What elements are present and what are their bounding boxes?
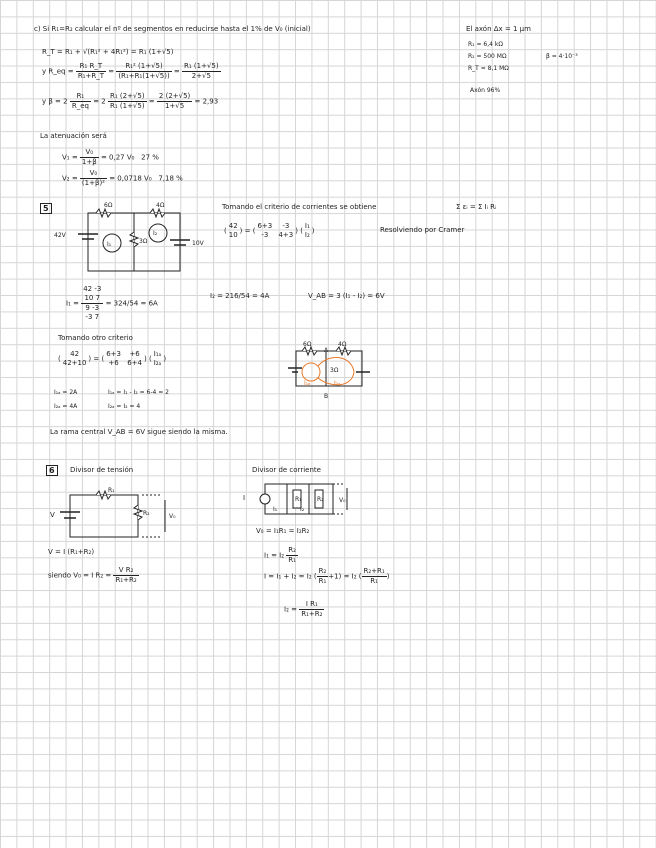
ir2-label: R₂	[317, 496, 324, 503]
c2-node-a: A	[324, 347, 329, 354]
other-criterion-text: Tomando otro criterio	[58, 334, 133, 342]
problem-c-title: c) Si R₁=R₂ calcular el nº de segmentos en reducirse hasta el 1% de V₀ (inicial)	[34, 25, 311, 33]
resistor-r2-icon	[134, 505, 142, 520]
axon-r1: R₁ = 6,4 kΩ	[468, 41, 503, 48]
i2-solution: I₂ = 216/54 = 4A	[210, 292, 270, 300]
iv0-label: V₀	[339, 497, 346, 504]
eq-i4: I₂ = $\frac{\text{I R₁}}{\text{R₁+R₂}}$	[284, 600, 323, 618]
r-left-label: 6Ω	[104, 202, 113, 209]
r2-label: R₂	[143, 510, 150, 517]
loop-i2-icon	[149, 224, 167, 242]
result-1: I₁ₐ = 2A	[54, 389, 78, 396]
vab-solution: V_AB = 3 (I₁ - I₂) = 6V	[308, 292, 385, 300]
matrix-eq-1: ( 42 10 ) = ( 6+3 -3 -3 4+3 ) ( I₁ I₂ )	[224, 222, 315, 239]
result-4: I₂ₐ = I₂ = 4	[108, 403, 141, 410]
eq-v0: siendo V₀ = I R₂ = $\frac{\text{V R₂}}{\text{R₁+R₂}}$	[48, 566, 137, 584]
conclusion-text: La rama central V_AB = 6V sigue siendo la misma.	[50, 428, 228, 436]
axon-r2: R₂ = 500 MΩ	[468, 53, 507, 60]
kirchhoff-eq: Σ εᵢ = Σ Iᵢ Rᵢ	[456, 203, 497, 211]
eq-rt: R_T = R₁ + √(R₁² + 4R₁²) = R₁ (1+√5)	[42, 48, 174, 56]
result-2: I₁ₐ = I₁ - I₂ = 6-4 = 2	[108, 389, 169, 396]
c2-r-mid: 3Ω	[330, 367, 339, 374]
eq-req: y R_eq = $\frac{\text{R₁ R\_T}}{\text{R₁+R\_T}}$ = $\frac{\text{R₁² (1+√5)}}{\text{(R₁+R₁(1+√5))}}$ = $\frac{\text{R₁ (1+√5)}}{2+√5}$	[42, 62, 219, 80]
eq-beta: y β = 2 $\frac{\text{R₁}}{R\_eq}$ = 2 $\frac{\text{R₁ (2+√5)}}{\text{R₁ (1+√5)}}$ = $\frac{2 (2+√5)}{1+√5}$ = 2,93	[42, 92, 219, 110]
eq-i2: I₁ = I₂ $\frac{\text{R₂}}{\text{R₁}}$	[264, 546, 296, 564]
i-label: I	[243, 494, 246, 502]
result-3: I₂ₐ = 4A	[54, 403, 78, 410]
loop-i1-icon	[103, 234, 121, 252]
resistor-6-icon	[96, 209, 111, 217]
attenuation-title: La atenuación será	[40, 132, 107, 140]
axon-title: El axón Δx = 1 μm	[466, 25, 531, 33]
c2-loop1-label: I₁ₐ	[304, 380, 311, 387]
section-6-number: 6	[46, 465, 58, 476]
ir1-label: R₁	[295, 496, 302, 503]
r-right-label: 4Ω	[156, 202, 165, 209]
i2-label: I₂	[300, 506, 305, 513]
eq-v: V = I (R₁+R₂)	[48, 548, 95, 556]
c2-r-right: 4Ω	[338, 341, 347, 348]
cramer-text: Resolviendo por Cramer	[380, 226, 465, 234]
section-5-number: 5	[40, 203, 52, 214]
axon-beta: β = 4·10⁻³	[546, 53, 578, 60]
i1-label: I₁	[273, 506, 278, 513]
v0-label: V₀	[169, 513, 176, 520]
resistor-4-icon	[150, 209, 165, 217]
attenuation-v1: V₁ = $\frac{\text{V₀}}{1+\beta}$ = 0,27 V₀ 27 %	[62, 148, 159, 166]
loop-i2-label: I₂	[153, 230, 158, 237]
matrix-eq-2: ( 42 42+10 ) = ( 6+3 +6 +6 6+4 ) ( I₁ₐ I₂ₐ )	[58, 350, 167, 367]
axon-rt: R_T = 8,1 MΩ	[468, 65, 509, 72]
circuit-5b	[288, 347, 370, 386]
voltage-divider-title: Divisor de tensión	[70, 466, 134, 474]
c2-r-left: 6Ω	[303, 341, 312, 348]
i1-solution: I₁ = 42 -3 10 7 9 -3 -3 7 = 324/54 = 6A	[66, 285, 158, 321]
r1-label: R₁	[108, 487, 115, 494]
v-label: V	[50, 511, 55, 519]
circuit-5a	[78, 209, 190, 271]
attenuation-v2: V₂ = $\frac{\text{V₀}}{\text{(1+β)²}}$ = 0,0718 V₀ 7,18 %	[62, 169, 183, 187]
r-mid-label: 3Ω	[139, 238, 148, 245]
voltage-divider-outline	[70, 495, 138, 537]
eq-i3: I = I₁ + I₂ = I₂ ( $\frac{\text{R₂}}{\text{R₁}}$ +1) = I₂ ( $\frac{\text{R₂+R₁}}{\text{R₁}}$ )	[264, 567, 390, 585]
c2-loop2-label: I₂ₐ	[334, 380, 341, 387]
current-divider-title: Divisor de corriente	[252, 466, 321, 474]
resistor-3-icon	[130, 232, 138, 247]
current-source-icon	[260, 494, 270, 504]
c2-node-b: B	[324, 393, 329, 400]
src-right-label: 10V	[192, 240, 204, 247]
eq-i1: V₀ = I₁R₁ = I₂R₂	[256, 527, 310, 535]
src-left-label: 42V	[54, 232, 66, 239]
axon-percent: Axón 96%	[470, 87, 501, 94]
criterion-text: Tomando el criterio de corrientes se obtiene	[222, 203, 377, 211]
loop-i1-label: I₁	[107, 241, 112, 248]
